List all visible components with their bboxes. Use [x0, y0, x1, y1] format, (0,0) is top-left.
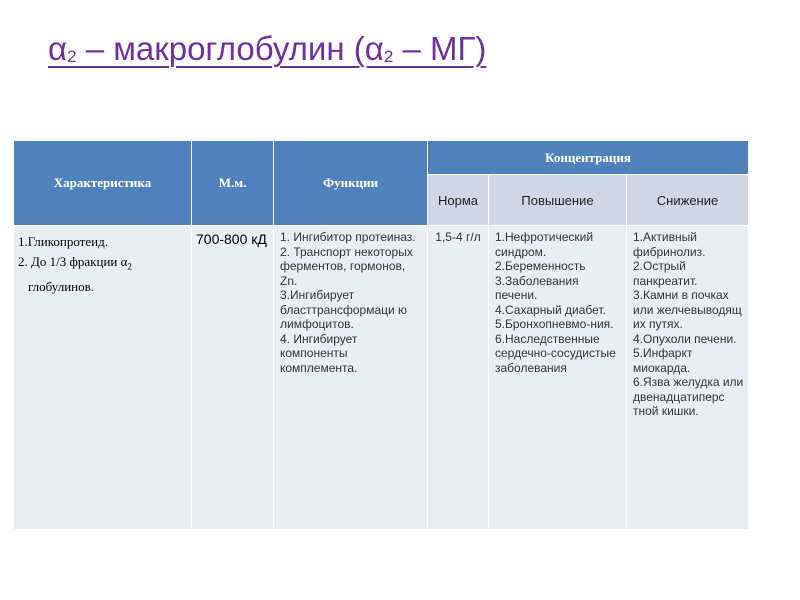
header-mw: М.м.	[192, 141, 274, 226]
slide-title: $\alpha_2$ – макроглобулин $(\alpha_2 - МГ)$	[48, 30, 487, 67]
function-item: 2. Транспорт некоторых ферментов, гормонов, Zn.	[280, 244, 413, 288]
increase-item: 1.Нефротический синдром.	[495, 230, 594, 259]
function-item: 3.Ингибирует бласттрансформаци ю лимфоцитов.	[280, 288, 408, 331]
function-item: 1. Ингибитор протеиназ.	[280, 230, 416, 244]
header-characteristic: Характеристика	[14, 141, 192, 226]
header-decrease: Снижение	[627, 175, 749, 226]
protein-table	[13, 140, 749, 530]
decrease-item: 6.Язва желудка или двенадцатиперс тной кишки.	[633, 375, 744, 418]
decrease-item: 1.Активный фибринолиз.	[633, 230, 706, 259]
cell-functions	[274, 226, 428, 530]
header-concentration: Концентрация	[428, 141, 749, 175]
decrease-item: 4.Опухоли печени.	[633, 331, 737, 346]
increase-item: 3.Заболевания печени.	[495, 273, 579, 302]
cell-mw: 700-800 кД	[192, 226, 274, 530]
cell-characteristic: 1.Гликопротеид. 2. До 1/3 фракции $\alpha_2$ глобулинов.	[14, 226, 192, 530]
decrease-item: 2.Острый панкреатит.	[633, 259, 698, 288]
increase-item: 4.Сахарный диабет.	[495, 302, 606, 317]
cell-increase	[489, 226, 627, 530]
cell-decrease	[627, 226, 749, 530]
increase-item: 2.Беременность	[495, 259, 586, 273]
increase-item: 6.Наследственные сердечно-сосудистые заболевания	[495, 331, 616, 375]
header-functions: Функции	[274, 141, 428, 226]
decrease-item: 3.Камни в почках или желчевыводящ их путях.	[633, 288, 742, 331]
function-item: 4. Ингибирует компоненты комплемента.	[280, 331, 358, 375]
cell-norm: 1,5-4 г/л	[428, 226, 489, 530]
header-norm: Норма	[428, 175, 489, 226]
decrease-item: 5.Инфаркт миокарда.	[633, 346, 693, 375]
increase-item: 5.Бронхопневмо-ния.	[495, 317, 614, 331]
header-increase: Повышение	[489, 175, 627, 226]
